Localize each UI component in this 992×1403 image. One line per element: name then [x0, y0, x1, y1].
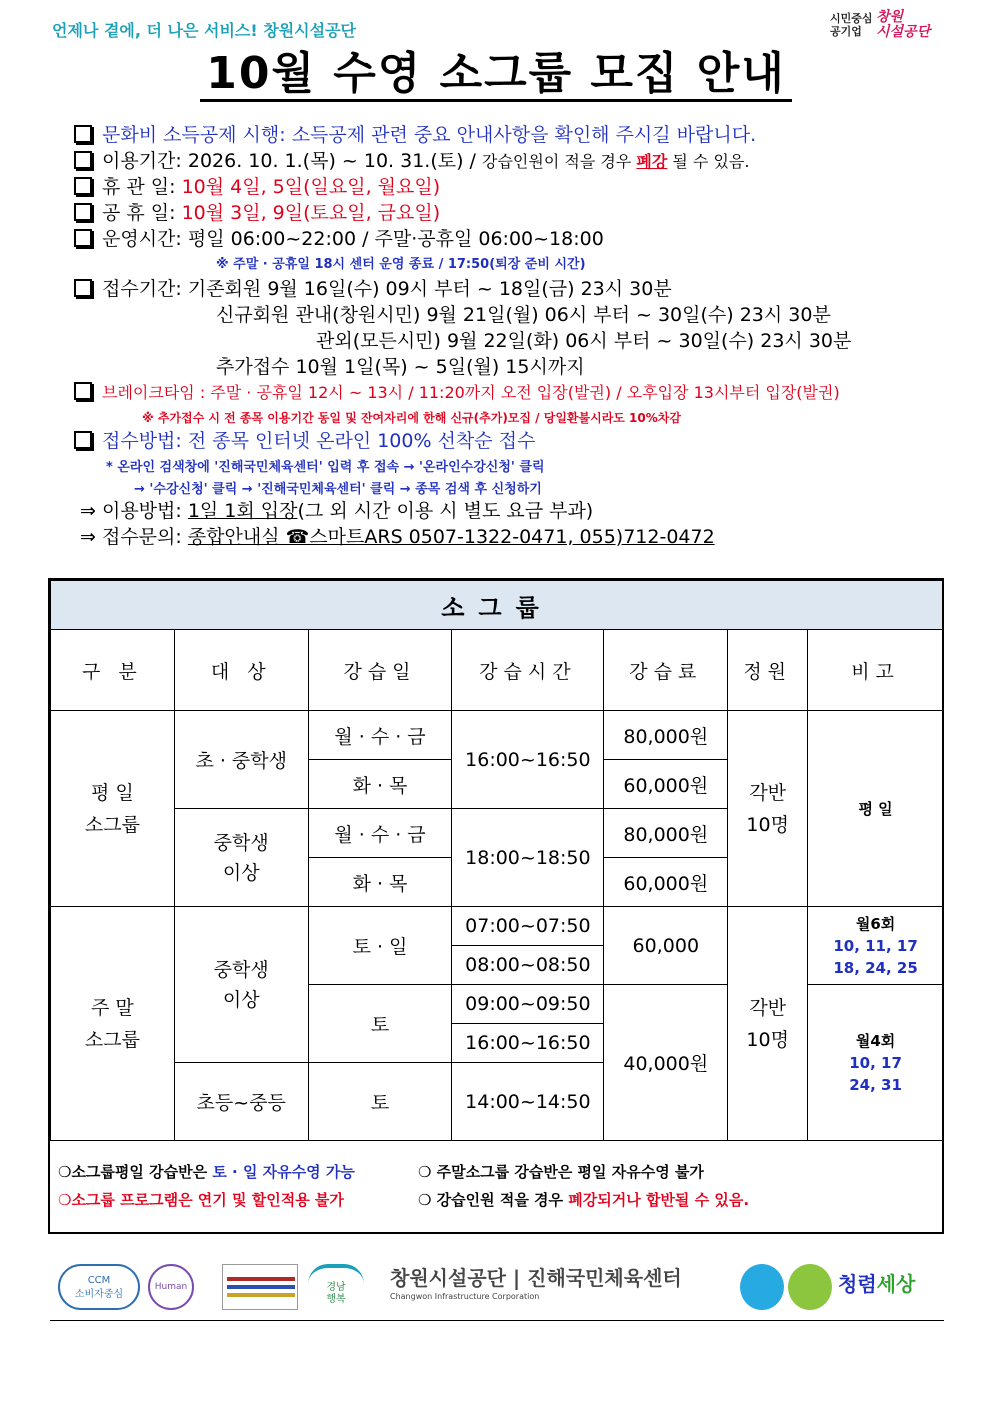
time-cell: 14:00~14:50: [452, 1063, 604, 1141]
table-row: [51, 711, 944, 760]
fee-cell: 40,000원: [604, 985, 728, 1141]
fee-cell: 60,000원: [604, 760, 728, 809]
day-cell: 월 · 수 · 금: [308, 809, 452, 858]
footnotes: [58, 1158, 938, 1214]
fee-cell: 60,000: [604, 907, 728, 985]
col-head: 강습료: [604, 630, 728, 711]
group-weekday: 평 일 소그룹: [51, 711, 175, 907]
time-cell: 08:00~08:50: [452, 946, 604, 985]
day-cell: 토 · 일: [308, 907, 452, 985]
reg-line-3: 관외(모든시민) 9월 22일(화) 06시 부터 ~ 30일(수) 23시 30분: [316, 330, 852, 352]
time-cell: 18:00~18:50: [452, 809, 604, 907]
schedule-table: [50, 580, 944, 1141]
footer: [50, 1258, 944, 1321]
fee-cell: 80,000원: [604, 809, 728, 858]
break-note: ※ 추가접수 시 전 종목 이용기간 동일 및 잔여자리에 한해 신규(추가)모집 / 당일환불시라도 10%차감: [142, 411, 681, 425]
target-cell: 중학생 이상: [174, 809, 308, 907]
reg-line-4: 추가접수 10월 1일(목) ~ 5일(월) 15시까지: [216, 356, 585, 378]
break-row: 브레이크타임 : 주말 · 공휴일 12시 ~ 13시 / 11:20까지 오전 입장(발권) / 오후입장 13시부터 입장(발권): [70, 380, 970, 406]
target-cell: 초 · 중학생: [174, 711, 308, 809]
period-row: 이용기간: 2026. 10. 1.(목) ~ 10. 31.(토) / 강습인원이 적을 경우 폐강 될 수 있음.: [70, 148, 970, 174]
col-head: 비고: [808, 630, 944, 711]
info-section: [70, 122, 970, 550]
footnote-row: ❍소그룹평일 강습반은 토 · 일 자유수영 가능 ❍ 주말소그룹 강습반은 평일 자유수영 불가: [58, 1163, 704, 1181]
col-head: 대 상: [174, 630, 308, 711]
checkbox-icon: [74, 177, 92, 195]
corp-logo: 창원시설공단 | 진해국민체육센터 Changwon Infrastructure Corporation: [390, 1266, 682, 1301]
col-head: 강습일: [308, 630, 452, 711]
holiday-row: 공 휴 일: 10월 3일, 9일(토요일, 금요일): [70, 200, 970, 226]
time-cell: 16:00~16:50: [452, 1024, 604, 1063]
table-header-row: [51, 630, 944, 711]
fee-cell: 80,000원: [604, 711, 728, 760]
remark-dates: 18, 24, 25: [833, 958, 918, 977]
brand-logo: [830, 10, 940, 44]
brand-text: 시민중심 공기업: [830, 12, 873, 38]
footnote-row: ❍소그룹 프로그램은 연기 및 할인적용 불가 ❍ 강습인원 적을 경우 폐강되거나 합반될 수 있음.: [58, 1191, 750, 1209]
usage-row: ⇒ 이용방법: 1일 1회 입장(그 외 시간 이용 시 별도 요금 부과): [80, 500, 594, 522]
day-cell: 화 · 목: [308, 760, 452, 809]
col-head: 정원: [728, 630, 808, 711]
reg-line-2: 신규회원 관내(창원시민) 9월 21일(월) 06시 부터 ~ 30일(수) 23시 30분: [216, 304, 831, 326]
col-head: 강습시간: [452, 630, 604, 711]
closed-row: 휴 관 일: 10월 4일, 5일(일요일, 월요일): [70, 174, 970, 200]
method-row: 접수방법: 전 종목 인터넷 온라인 100% 선착순 접수: [70, 428, 970, 454]
target-cell: 초등~중등: [174, 1063, 308, 1141]
certification-logo: [222, 1264, 298, 1310]
hours-row: 운영시간: 평일 06:00~22:00 / 주말·공휴일 06:00~18:00: [70, 226, 970, 252]
table-title: 소그룹: [51, 581, 944, 630]
culture-row: 문화비 소득공제 시행: 소득공제 관련 중요 안내사항을 확인해 주시길 바랍니다.: [70, 122, 970, 148]
human-logo: Human: [148, 1264, 194, 1310]
arrow-icon: ⇒: [80, 526, 96, 548]
checkbox-icon: [74, 125, 92, 143]
remark-dates: 24, 31: [849, 1075, 902, 1094]
table-row: [51, 907, 944, 946]
checkbox-icon: [74, 203, 92, 221]
mascot-icon: [788, 1264, 832, 1310]
time-cell: 07:00~07:50: [452, 907, 604, 946]
checkbox-icon: [74, 279, 92, 297]
gyeongnam-logo: 경남 행복: [308, 1264, 364, 1310]
slogan: 언제나 곁에, 더 나은 서비스! 창원시설공단: [52, 21, 356, 40]
method-note-1: * 온라인 검색창에 '진해국민체육센터' 입력 후 접속 → '온라인수강신청' 클릭: [106, 460, 545, 475]
remark-dates: 10, 17: [849, 1053, 902, 1072]
time-cell: 09:00~09:50: [452, 985, 604, 1024]
day-cell: 토: [308, 1063, 452, 1141]
checkbox-icon: [74, 229, 92, 247]
remark-cell: 평 일: [808, 711, 944, 907]
fee-cell: 60,000원: [604, 858, 728, 907]
time-cell: 16:00~16:50: [452, 711, 604, 809]
ccm-logo: CCM 소비자중심: [58, 1264, 140, 1310]
checkbox-icon: [74, 151, 92, 169]
remark-title: 월4회: [855, 1031, 896, 1050]
mascot-icon: [740, 1264, 784, 1310]
checkbox-icon: [74, 382, 92, 400]
checkbox-icon: [74, 431, 92, 449]
contact-row: ⇒ 접수문의: 종합안내실 ☎스마트ARS 0507-1322-0471, 055)712-0472: [80, 526, 715, 548]
target-cell: 중학생 이상: [174, 907, 308, 1063]
remark-title: 월6회: [855, 914, 896, 933]
capacity-cell: 각반 10명: [728, 711, 808, 907]
reg-row: 접수기간: 기존회원 9월 16일(수) 09시 부터 ~ 18일(금) 23시 30분: [70, 276, 970, 302]
capacity-cell: 각반 10명: [728, 907, 808, 1141]
method-note-2: → '수강신청' 클릭 → '진해국민체육센터' 클릭 → 종목 검색 후 신청하기: [134, 482, 542, 497]
day-cell: 화 · 목: [308, 858, 452, 907]
brand-signature: 창원 시설공단: [876, 9, 931, 40]
arrow-icon: ⇒: [80, 500, 96, 522]
hours-note: ※ 주말 · 공휴일 18시 센터 운영 종료 / 17:50(퇴장 준비 시간): [216, 257, 586, 272]
remark-6-cell: [808, 907, 944, 985]
group-weekend: 주 말 소그룹: [51, 907, 175, 1141]
col-head: 구 분: [51, 630, 175, 711]
remark-dates: 10, 11, 17: [833, 936, 918, 955]
city-slogan-logo: 청렴세상: [838, 1272, 916, 1296]
day-cell: 토: [308, 985, 452, 1063]
remark-4-cell: [808, 985, 944, 1141]
page-title: 10월 수영 소그룹 모집 안내: [0, 46, 992, 102]
day-cell: 월 · 수 · 금: [308, 711, 452, 760]
